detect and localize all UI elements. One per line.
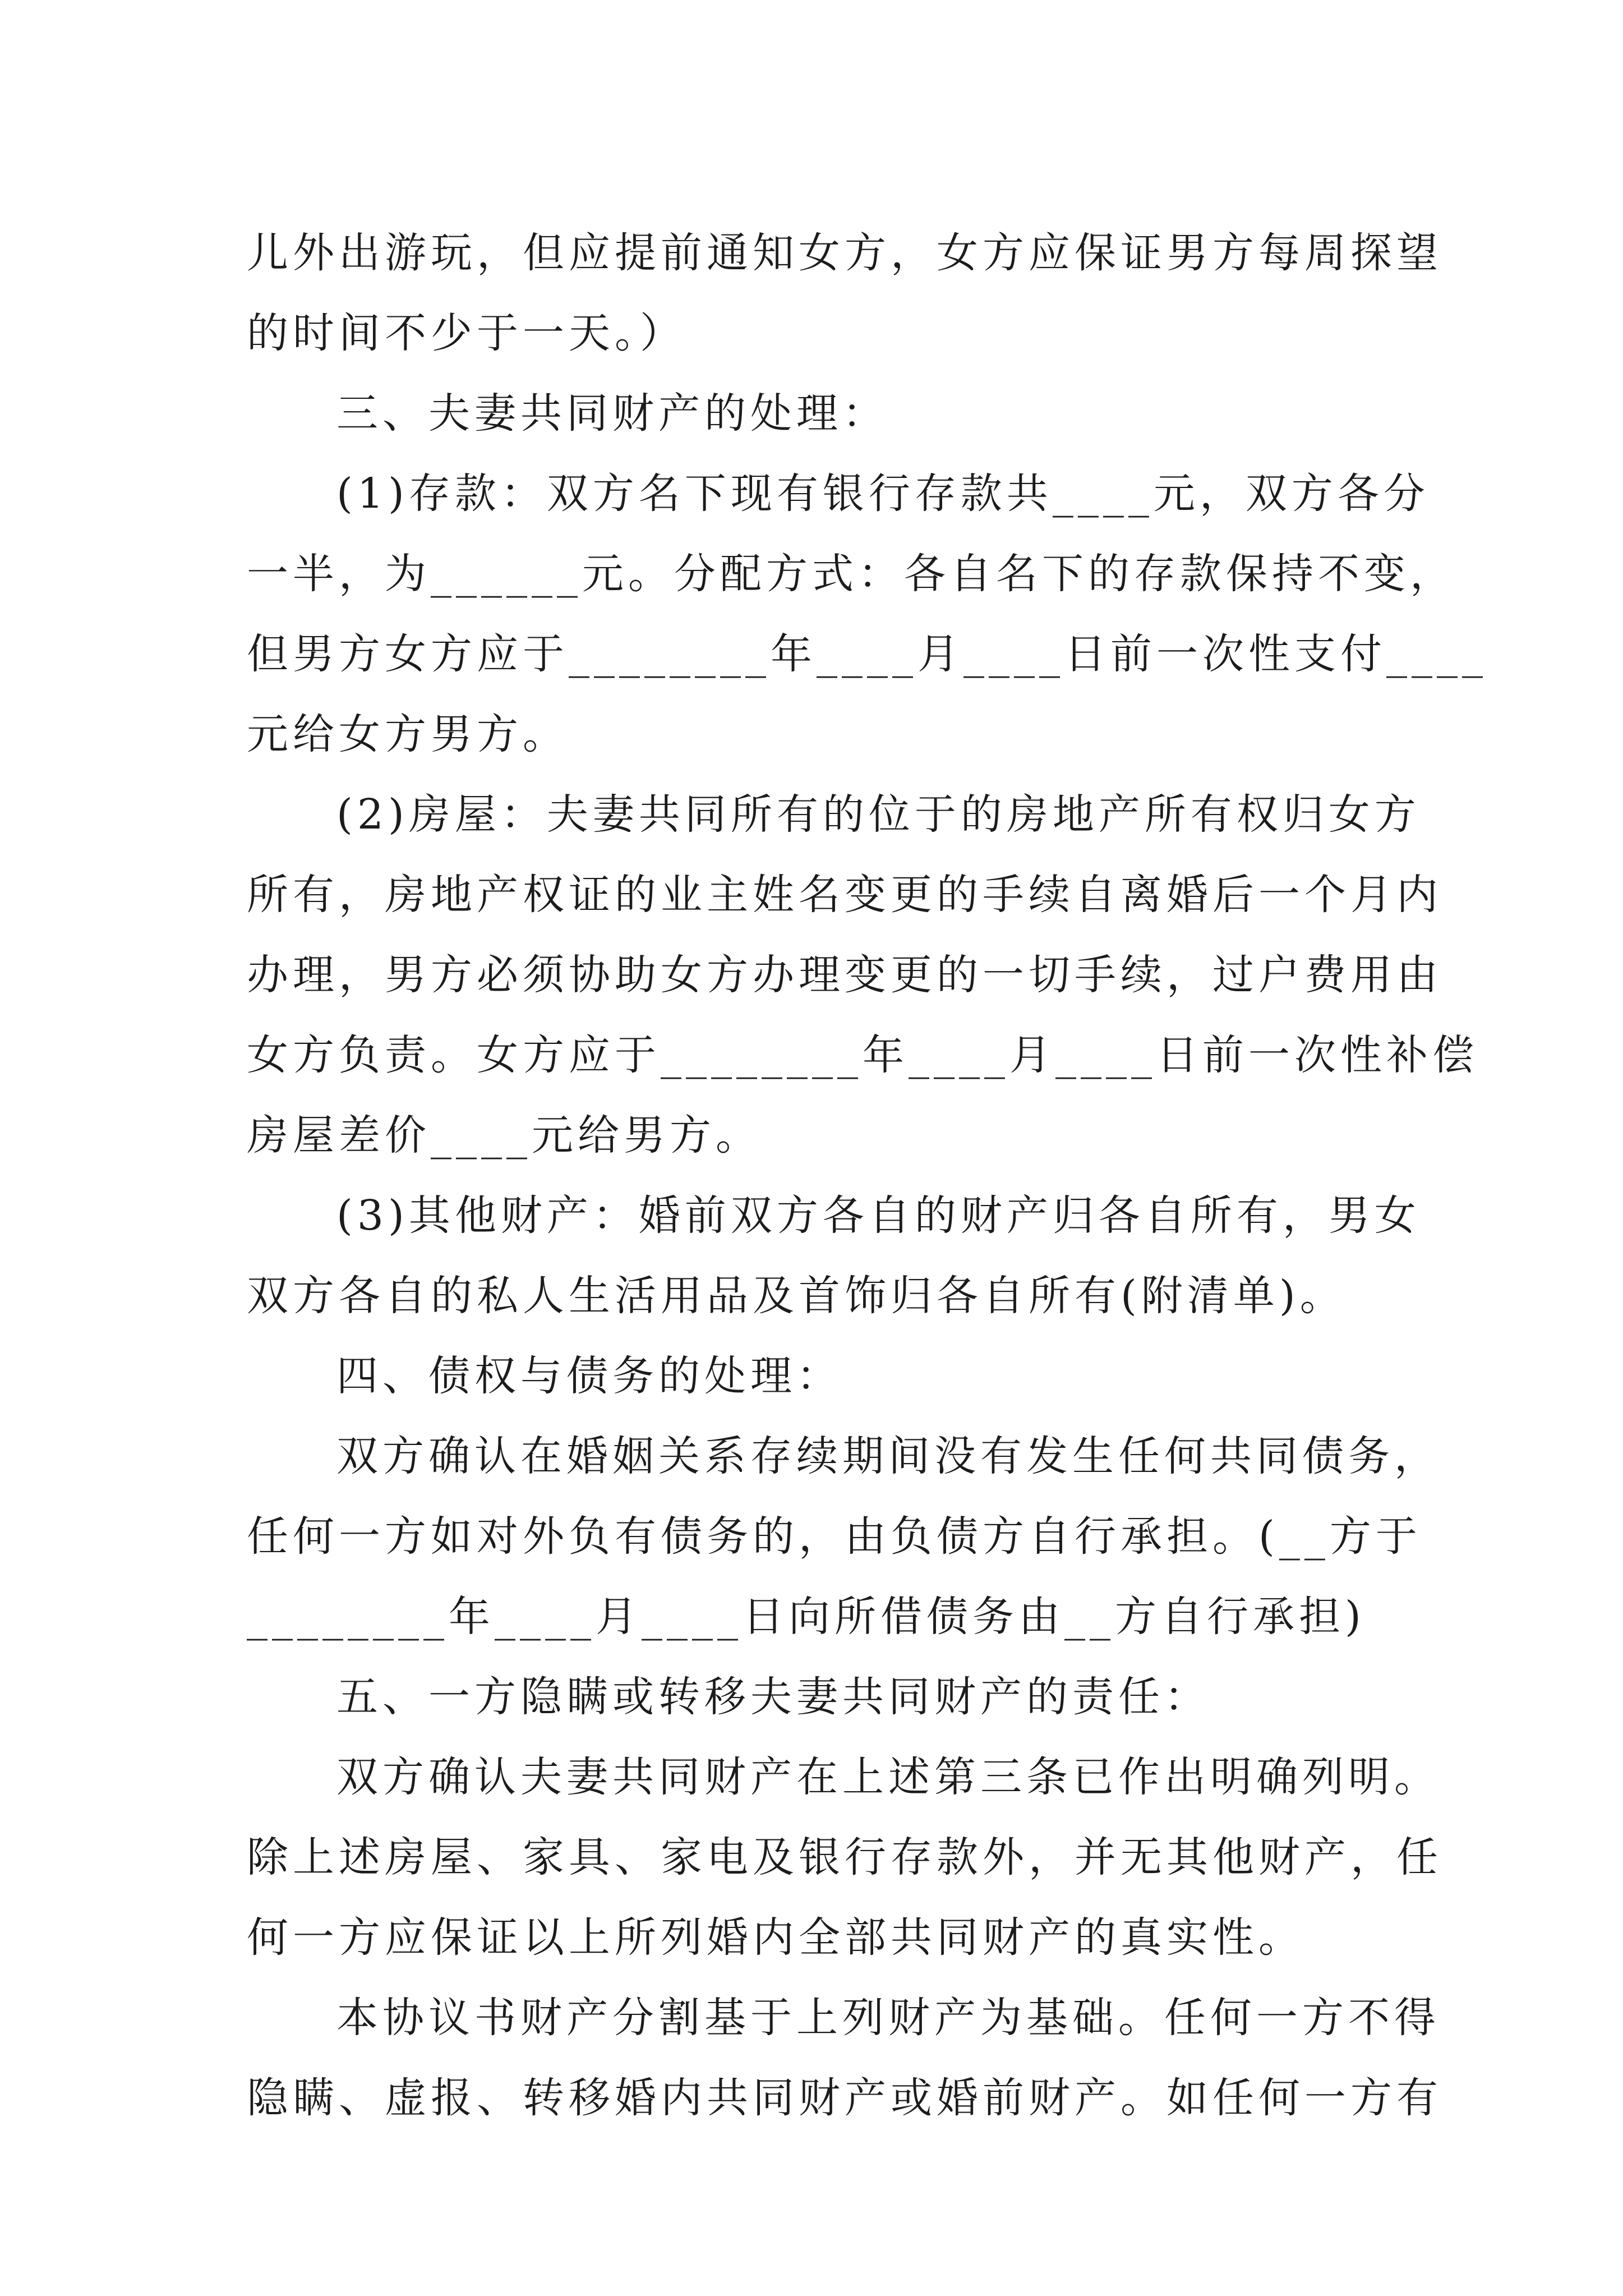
text-line: ________年____月____日向所借债务由__方自行承担) [247,1593,1366,1641]
text-line: 除上述房屋、家具、家电及银行存款外，并无其他财产，任 [247,1833,1442,1881]
section-heading-debts: 四、债权与债务的处理： [336,1352,842,1400]
text-line: 一半，为______元。分配方式：各自名下的存款保持不变， [247,550,1456,598]
text-line: 所有，房地产权证的业主姓名变更的手续自离婚后一个月内 [247,871,1442,919]
text-line: 任何一方如对外负有债务的，由负债方自行承担。(__方于 [247,1512,1422,1561]
section-heading-property: 三、夫妻共同财产的处理： [336,389,888,438]
text-line: 隐瞒、虚报、转移婚内共同财产或婚前财产。如任何一方有 [247,2074,1442,2122]
text-line: 儿外出游玩，但应提前通知女方，女方应保证男方每周探望 [247,229,1442,277]
text-line: 双方确认夫妻共同财产在上述第三条已作出明确列明。 [336,1753,1440,1801]
text-line: 的时间不少于一天。） [247,309,686,357]
section-heading-concealment: 五、一方隐瞒或转移夫妻共同财产的责任： [336,1673,1210,1721]
document-body [247,213,1487,2138]
text-line: 元给女方男方。 [247,710,569,758]
text-line: (1)存款：双方名下现有银行存款共____元，双方各分 [336,470,1430,518]
text-line: 双方各自的私人生活用品及首饰归各自所有(附清单)。 [247,1272,1346,1320]
text-line: (2)房屋：夫妻共同所有的位于的房地产所有权归女方 [336,790,1421,839]
text-line: (3)其他财产：婚前双方各自的财产归各自所有，男女 [336,1191,1421,1240]
text-line: 本协议书财产分割基于上列财产为基础。任何一方不得 [336,1994,1440,2042]
text-line: 何一方应保证以上所列婚内全部共同财产的真实性。 [247,1913,1304,1962]
text-line: 房屋差价____元给男方。 [247,1111,762,1159]
text-line: 双方确认在婚姻关系存续期间没有发生任何共同债务， [336,1432,1440,1480]
text-line: 但男方女方应于________年____月____日前一次性支付____ [247,630,1487,678]
text-line: 女方负责。女方应于________年____月____日前一次性补偿 [247,1031,1478,1079]
text-line: 办理，男方必须协助女方办理变更的一切手续，过户费用由 [247,951,1442,999]
